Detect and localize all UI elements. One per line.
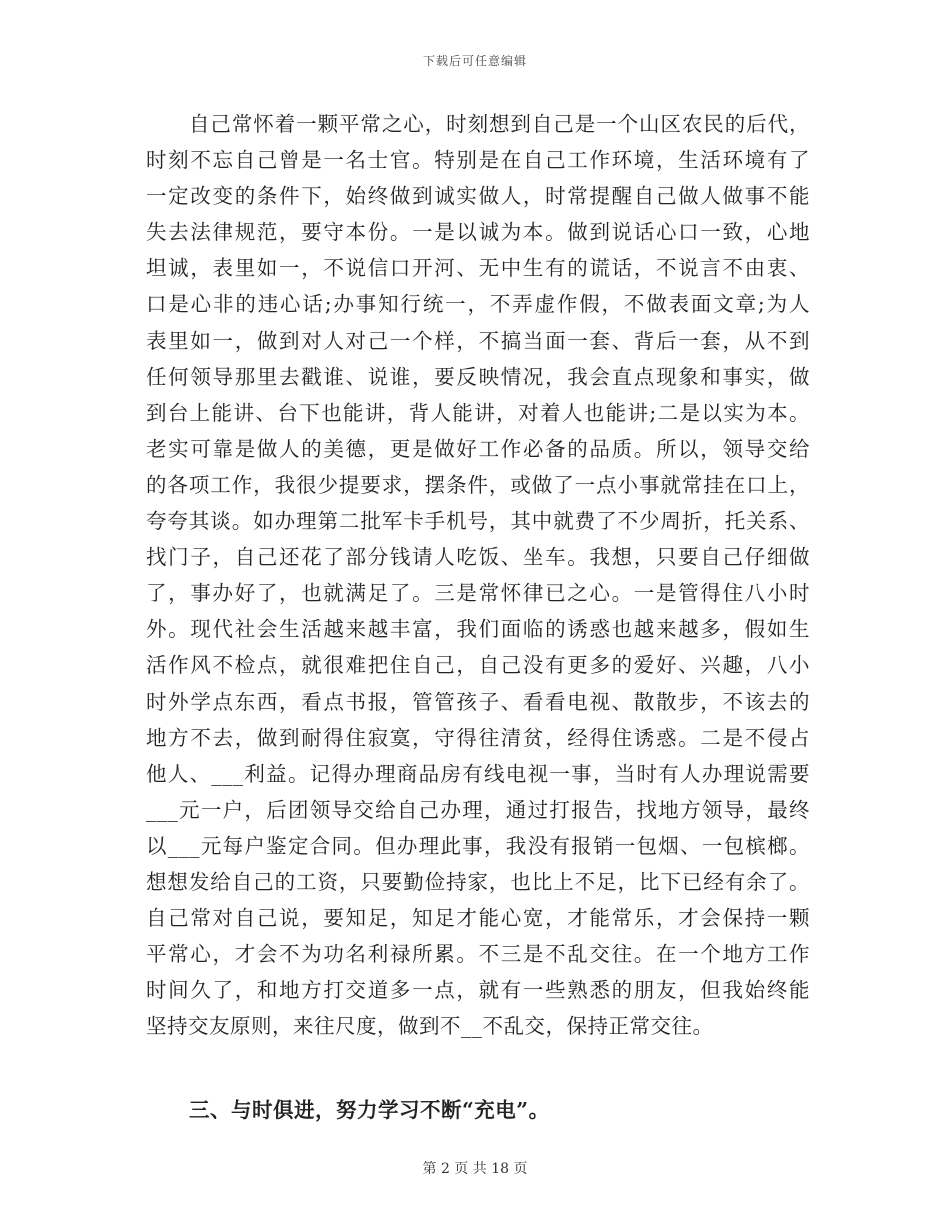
paragraph-line: 时外学点东西，看点书报，管管孩子、看看电视、散散步，不该去的 (146, 689, 810, 714)
paragraph-line: 想想发给自己的工资，只要勤俭持家，也比上不足，比下已经有余了。 (146, 869, 810, 894)
paragraph-line: ___元一户，后团领导交给自己办理，通过打报告，找地方领导，最终 (146, 797, 810, 822)
paragraph-line: 时刻不忘自己曾是一名士官。特别是在自己工作环境，生活环境有了 (146, 148, 810, 173)
paragraph-line: 口是心非的违心话;办事知行统一，不弄虚作假，不做表面文章;为人 (146, 292, 810, 317)
paragraph-line: 活作风不检点，就很难把住自己，自己没有更多的爱好、兴趣，八小 (146, 653, 810, 678)
paragraph-line: 到台上能讲、台下也能讲，背人能讲，对着人也能讲;二是以实为本。 (146, 400, 810, 425)
paragraph-line: 坚持交友原则，来往尺度，做到不__不乱交，保持正常交往。 (146, 1014, 714, 1039)
paragraph-line: 的各项工作，我很少提要求，摆条件，或做了一点小事就常挂在口上， (146, 472, 810, 497)
paragraph-line: 了，事办好了，也就满足了。三是常怀律已之心。一是管得住八小时 (146, 581, 810, 606)
paragraph-line: 外。现代社会生活越来越丰富，我们面临的诱惑也越来越多，假如生 (146, 617, 810, 642)
paragraph-line: 他人、___利益。记得办理商品房有线电视一事，当时有人办理说需要 (146, 761, 810, 786)
paragraph-line: 平常心，才会不为功名利禄所累。不三是不乱交往。在一个地方工作 (146, 942, 810, 967)
paragraph-line: 以___元每户鉴定合同。但办理此事，我没有报销一包烟、一包槟榔。 (146, 833, 810, 858)
paragraph-line: 地方不去，做到耐得住寂寞，守得往清贫，经得住诱惑。二是不侵占 (146, 725, 810, 750)
paragraph-line: 老实可靠是做人的美德，更是做好工作必备的品质。所以，领导交给 (146, 436, 810, 461)
paragraph-line: 一定改变的条件下，始终做到诚实做人，时常提醒自己做人做事不能 (146, 184, 810, 209)
paragraph-line: 坦诚，表里如一，不说信口开河、无中生有的谎话，不说言不由衷、 (146, 256, 810, 281)
paragraph-line: 自己常怀着一颗平常之心，时刻想到自己是一个山区农民的后代， (189, 112, 810, 136)
section-heading: 三、与时俱进，努力学习不断“充电”。 (189, 1098, 550, 1122)
paragraph-line: 失去法律规范，要守本份。一是以诚为本。做到说话心口一致，心地 (146, 220, 810, 245)
paragraph-line: 夸夸其谈。如办理第二批军卡手机号，其中就费了不少周折，托关系、 (146, 509, 810, 534)
paragraph-line: 找门子，自己还花了部分钱请人吃饭、坐车。我想，只要自己仔细做 (146, 545, 810, 570)
body-text (146, 106, 810, 1044)
paragraph-line: 表里如一，做到对人对己一个样，不搞当面一套、背后一套，从不到 (146, 328, 810, 353)
page-header: 下载后可任意编辑 (422, 54, 527, 68)
paragraph-line: 自己常对自己说，要知足，知足才能心宽，才能常乐，才会保持一颗 (146, 906, 810, 931)
page-footer: 第 2 页 共 18 页 (422, 1161, 528, 1177)
paragraph-line: 任何领导那里去戳谁、说谁，要反映情况，我会直点现象和事实，做 (146, 364, 810, 389)
paragraph-line: 时间久了，和地方打交道多一点，就有一些熟悉的朋友，但我始终能 (146, 978, 810, 1003)
